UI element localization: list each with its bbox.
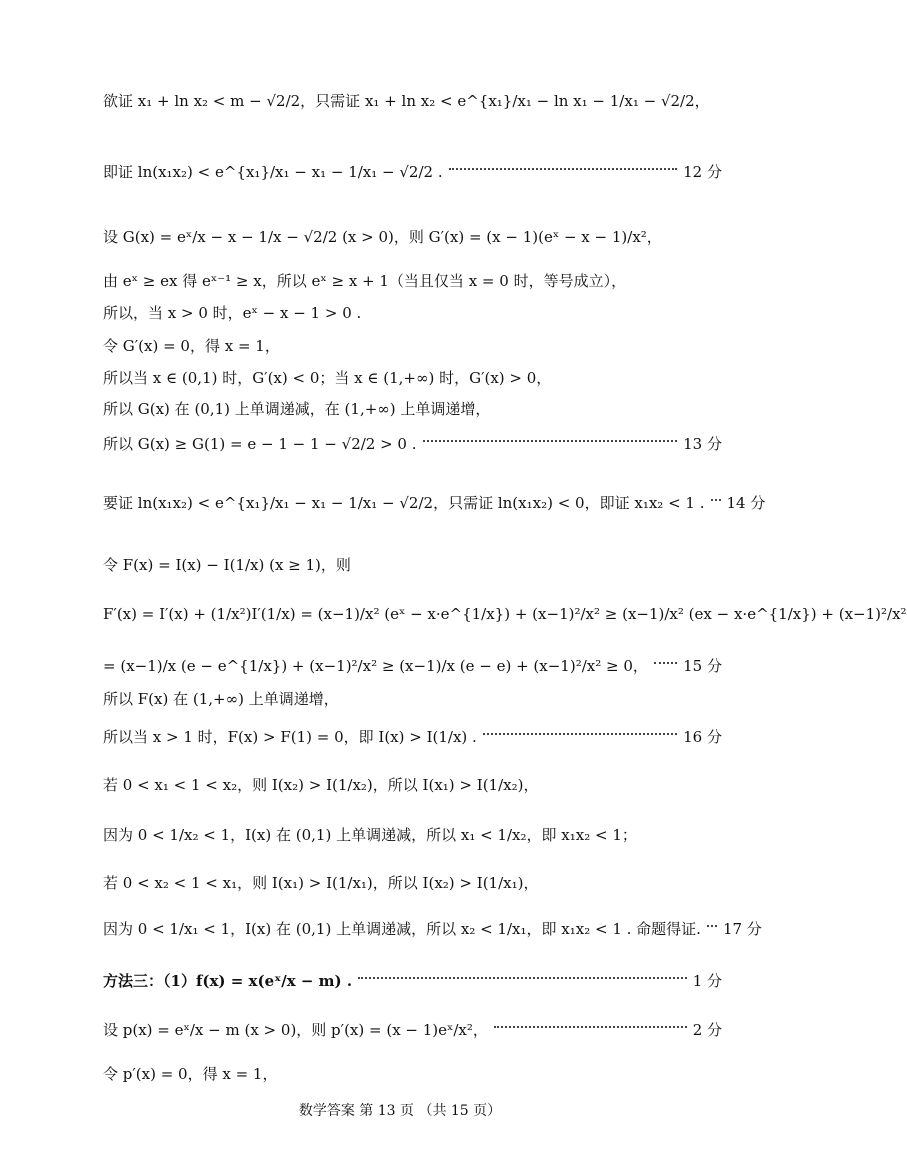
math-line: 若 0 < x₂ < 1 < x₁，则 I(x₁) > I(1/x₁)，所以 I(x₂) > I(1/x₁)， bbox=[103, 874, 539, 892]
dot-leader bbox=[711, 499, 721, 501]
dot-leader bbox=[423, 440, 678, 442]
score-mark: 16 分 bbox=[683, 728, 722, 746]
math-line: 要证 ln(x₁x₂) < e^{x₁}/x₁ − x₁ − 1/x₁ − √2/2，只需证 ln(x₁x₂) < 0，即证 x₁x₂ < 1 . 14 分 bbox=[103, 494, 766, 512]
math-line: 设 G(x) = eˣ/x − x − 1/x − √2/2 (x > 0)，则 G′(x) = (x − 1)(eˣ − x − 1)/x²， bbox=[103, 228, 662, 246]
dot-leader bbox=[654, 662, 677, 664]
math-line: 所以当 x ∈ (0,1) 时，G′(x) < 0；当 x ∈ (1,+∞) 时，G′(x) > 0， bbox=[103, 369, 552, 387]
score-mark: 1 分 bbox=[692, 972, 722, 990]
score-mark: 17 分 bbox=[722, 920, 762, 938]
math-line: 令 p′(x) = 0，得 x = 1， bbox=[103, 1065, 278, 1083]
math-line: 所以 G(x) ≥ G(1) = e − 1 − 1 − √2/2 > 0 . 13 分 bbox=[103, 435, 722, 453]
math-line: 因为 0 < 1/x₂ < 1，I(x) 在 (0,1) 上单调递减，所以 x₁ < 1/x₂，即 x₁x₂ < 1； bbox=[103, 826, 637, 844]
math-line: = (x−1)/x (e − e^{1/x}) + (x−1)²/x² ≥ (x−1)/x (e − e) + (x−1)²/x² ≥ 0， 15 分 bbox=[103, 657, 722, 675]
dot-leader bbox=[494, 1026, 687, 1028]
math-line: 欲证 x₁ + ln x₂ < m − √2/2，只需证 x₁ + ln x₂ < e^{x₁}/x₁ − ln x₁ − 1/x₁ − √2/2， bbox=[103, 92, 710, 110]
score-mark: 14 分 bbox=[726, 494, 766, 512]
math-line: 令 F(x) = I(x) − I(1/x) (x ≥ 1)，则 bbox=[103, 556, 351, 574]
math-line: 因为 0 < 1/x₁ < 1，I(x) 在 (0,1) 上单调递减，所以 x₂ < 1/x₁，即 x₁x₂ < 1 . 命题得证. 17 分 bbox=[103, 920, 762, 938]
math-line: 由 eˣ ≥ ex 得 eˣ⁻¹ ≥ x，所以 eˣ ≥ x + 1（当且仅当 x = 0 时，等号成立）， bbox=[103, 272, 627, 290]
method-heading-line: 方法三：（1）f(x) = x(eˣ/x − m) . 1 分 bbox=[103, 972, 722, 990]
dot-leader bbox=[449, 168, 678, 170]
math-line: 设 p(x) = eˣ/x − m (x > 0)，则 p′(x) = (x − 1)eˣ/x²， 2 分 bbox=[103, 1021, 722, 1039]
score-mark: 15 分 bbox=[683, 657, 722, 675]
math-line: 所以 G(x) 在 (0,1) 上单调递减，在 (1,+∞) 上单调递增， bbox=[103, 400, 491, 418]
math-line: F′(x) = I′(x) + (1/x²)I′(1/x) = (x−1)/x² (eˣ − x·e^{1/x}) + (x−1)²/x² ≥ (x−1)/x² (ex − x·e^{1/x}) + (x−1)²/x² bbox=[103, 605, 907, 623]
math-line: 令 G′(x) = 0，得 x = 1， bbox=[103, 337, 280, 355]
dot-leader bbox=[358, 977, 687, 979]
score-mark: 13 分 bbox=[683, 435, 722, 453]
page-footer: 数学答案 第 13 页 （共 15 页） bbox=[298, 1103, 502, 1119]
dot-leader bbox=[707, 925, 717, 927]
math-line: 所以 F(x) 在 (1,+∞) 上单调递增， bbox=[103, 690, 339, 708]
math-line: 所以当 x > 1 时，F(x) > F(1) = 0，即 I(x) > I(1/x) . 16 分 bbox=[103, 728, 722, 746]
dot-leader bbox=[483, 733, 677, 735]
score-mark: 2 分 bbox=[692, 1021, 722, 1039]
math-line: 所以，当 x > 0 时，eˣ − x − 1 > 0 . bbox=[103, 304, 362, 322]
math-line: 即证 ln(x₁x₂) < e^{x₁}/x₁ − x₁ − 1/x₁ − √2/2 . 12 分 bbox=[103, 163, 722, 181]
score-mark: 12 分 bbox=[683, 163, 722, 181]
math-line: 若 0 < x₁ < 1 < x₂，则 I(x₂) > I(1/x₂)，所以 I(x₁) > I(1/x₂)， bbox=[103, 776, 539, 794]
